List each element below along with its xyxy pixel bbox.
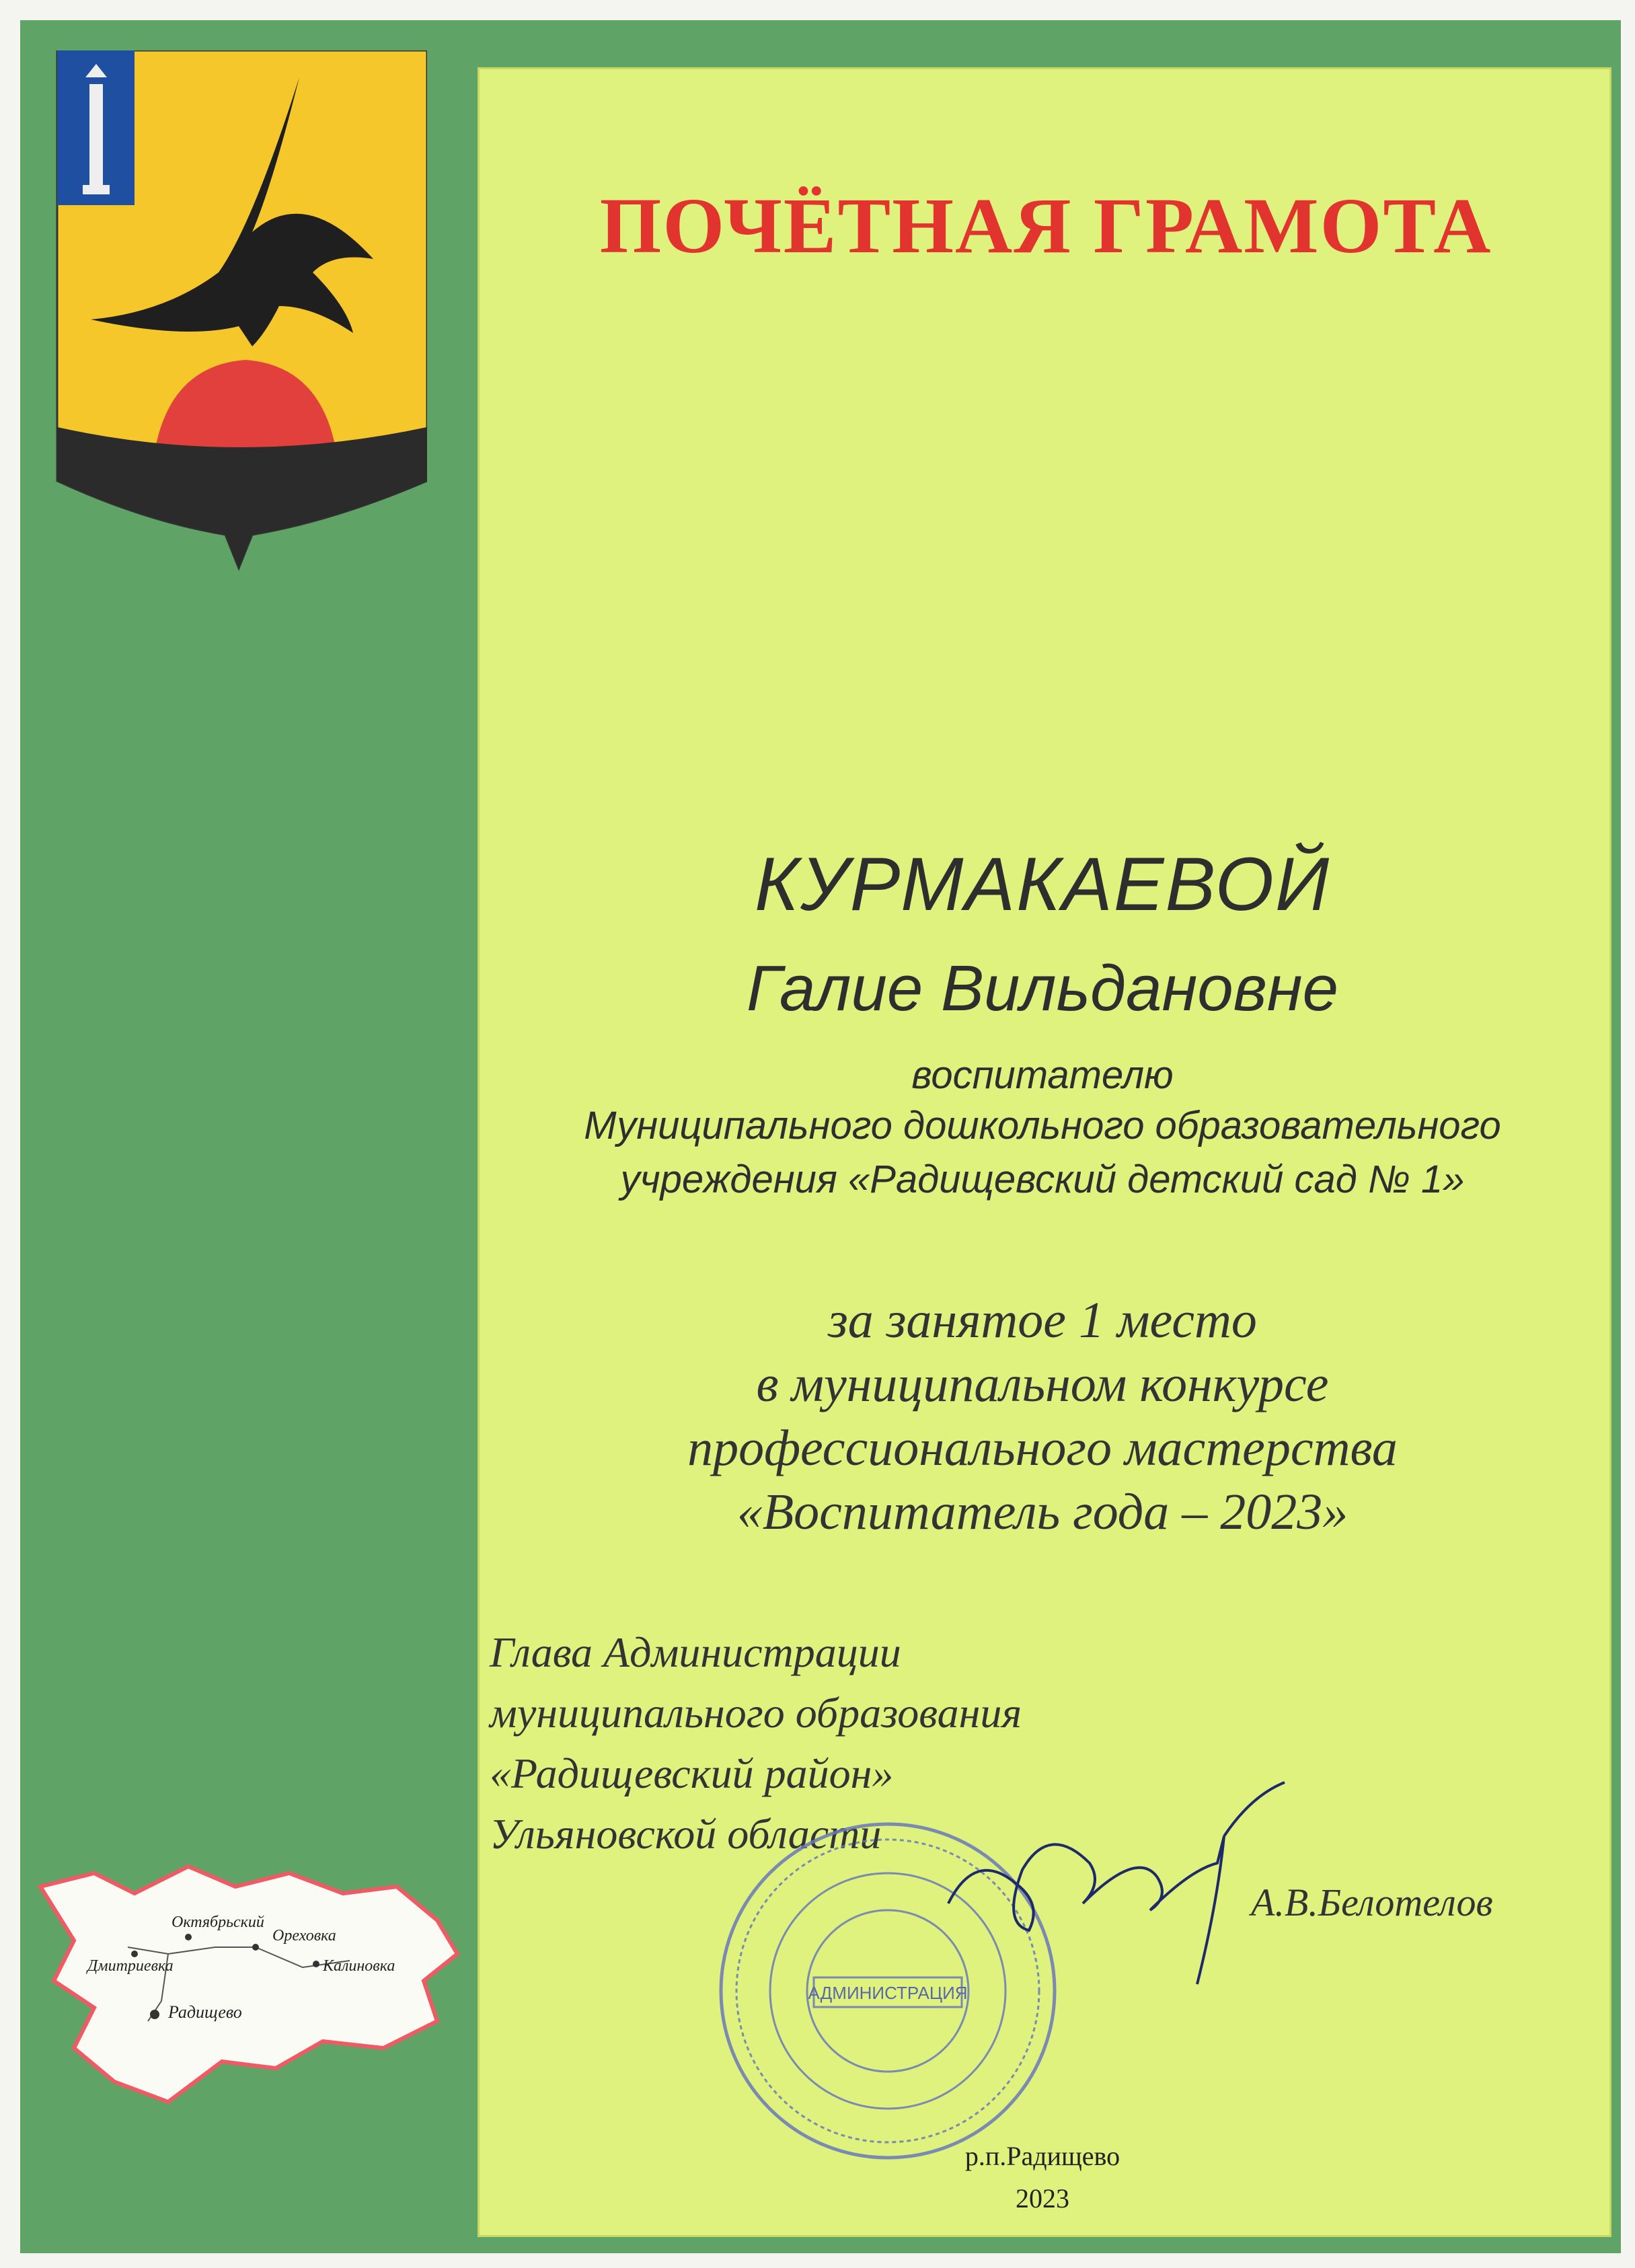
recipient-surname: КУРМАКАЕВОЙ <box>755 842 1330 926</box>
map-label: Октябрьский <box>172 1914 264 1931</box>
reason-line-4: «Воспитатель года – 2023» <box>736 1484 1348 1540</box>
coat-of-arms <box>50 50 427 575</box>
signatory-line-4: Ульяновской области <box>490 1810 882 1858</box>
reason-line-3: профессионального мастерства <box>687 1420 1398 1476</box>
handwritten-signature <box>935 1769 1311 1991</box>
stamp-center-text: АДМИНИСТРАЦИЯ <box>808 1983 968 2003</box>
map-label: Дмитриевка <box>87 1957 174 1975</box>
district-map <box>34 1846 464 2115</box>
map-point <box>131 1951 138 1957</box>
reason-line-1: за занятое 1 место <box>828 1292 1257 1349</box>
map-label: Ореховка <box>272 1927 336 1944</box>
recipient-given-names: Галие Вильдановне <box>747 952 1338 1024</box>
signatory-line-1: Глава Администрации <box>490 1628 901 1676</box>
signatory-line-2: муниципального образования <box>490 1689 1022 1737</box>
map-label: Радищево <box>168 2002 242 2022</box>
map-point <box>150 2010 159 2019</box>
year-text: 2023 <box>1016 2183 1069 2214</box>
map-label: Калиновка <box>323 1957 395 1975</box>
recipient-organization-line2: учреждения «Радищевский детский сад № 1» <box>620 1158 1465 1201</box>
signatory-name: А.В.Белотелов <box>1251 1881 1493 1924</box>
map-point <box>252 1944 259 1951</box>
map-point <box>313 1961 319 1967</box>
reason-line-2: в муниципальном конкурсе <box>756 1356 1329 1412</box>
signatory-line-3: «Радищевский район» <box>490 1749 894 1797</box>
place-text: р.п.Радищево <box>964 2141 1120 2171</box>
map-point <box>185 1934 192 1940</box>
recipient-organization-line1: Муниципального дошкольного образовательного <box>584 1104 1501 1147</box>
recipient-role: воспитателю <box>911 1053 1174 1097</box>
certificate-title: ПОЧЁТНАЯ ГРАМОТА <box>599 182 1492 270</box>
